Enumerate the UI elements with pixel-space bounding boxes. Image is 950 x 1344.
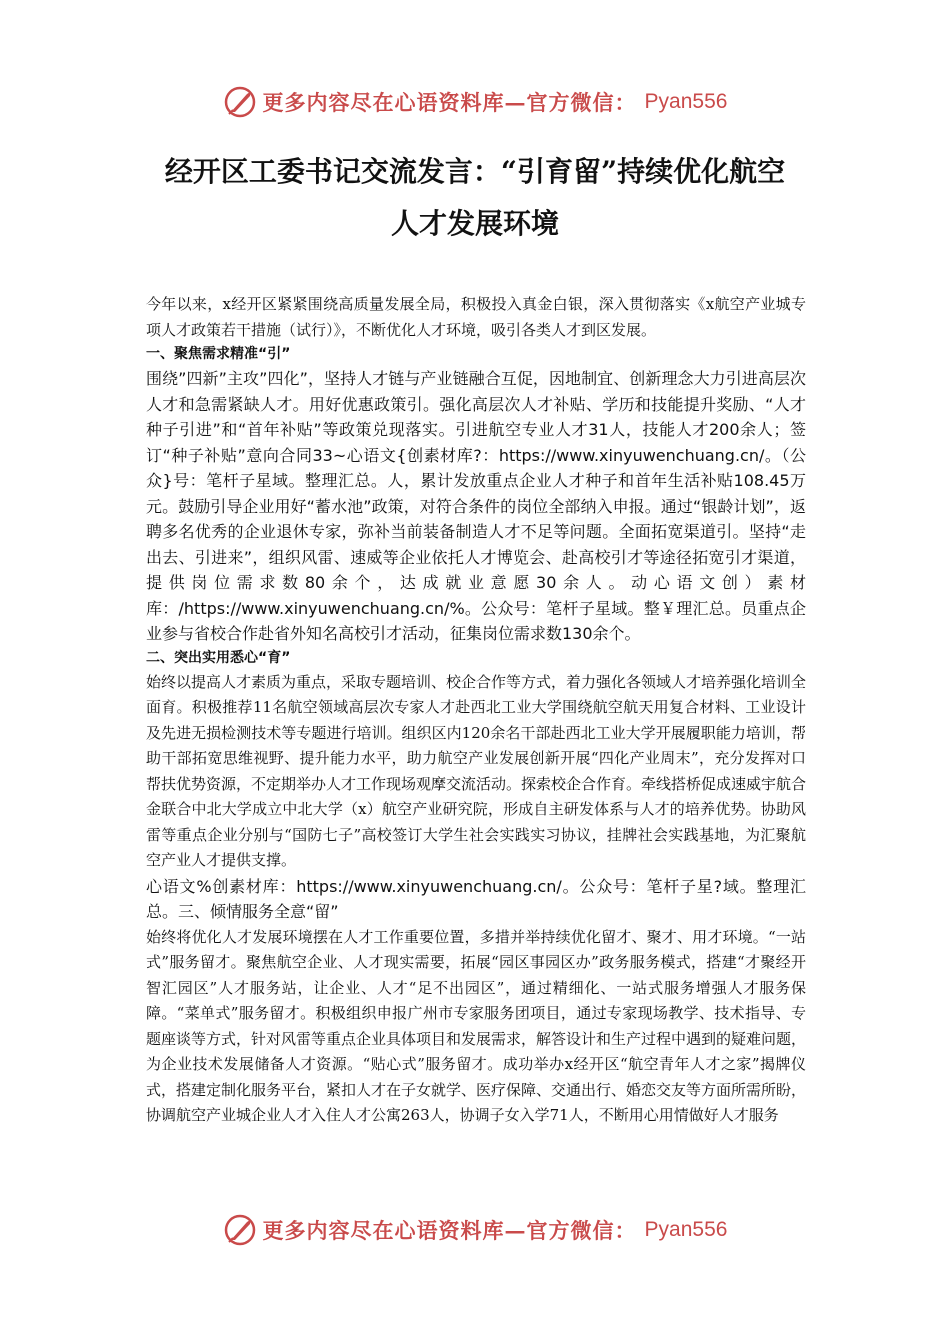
title-line-1: 经开区工委书记交流发言：“引育留”持续优化航空 <box>164 155 786 188</box>
document-title <box>120 146 830 250</box>
section-1-heading: 一、聚焦需求精准“引” <box>146 346 291 362</box>
document-body <box>146 292 806 1129</box>
banner-text: 更多内容尽在心语资料库—官方微信： <box>262 90 637 115</box>
section-2-paragraph: 始终以提高人才素质为重点，采取专题培训、校企合作等方式，着力强化各领域人才培养强化培训全面育。积极推荐11名航空领域高层次专家人才赴西北工业大学围绕航空航天用复合材料、工业设计及先进无损检测技术等专题进行培训。组织区内120余名干部赴西北工业大学开展履职能力培训，帮助干部拓宽思维视野、提升能力水平，助力航空产业发展创新开展“四化产业周末”，充分发挥对口帮扶优势资源，不定期举办人才工作现场观摩交流活动。探索校企合作育。牵线搭桥促成速威宇航合金联合中北大学成立中北大学（x）航空产业研究院，形成自主研发体系与人才的培养优势。协助风雷等重点企业分别与“国防七子”高校签订大学生社会实践实习协议，挂牌社会实践基地，为汇聚航空产业人才提供支撑。 <box>146 672 807 869</box>
banner-wechat-id: Pyan556 <box>644 90 728 113</box>
section-2-heading: 二、突出实用悉心“育” <box>146 649 291 666</box>
banner-text: 更多内容尽在心语资料库—官方微信： <box>262 1218 637 1243</box>
quill-logo-icon <box>223 85 257 119</box>
section-3-paragraph: 始终将优化人才发展环境摆在人才工作重要位置，多措并举持续优化留才、聚才、用才环境。“一站式”服务留才。聚焦航空企业、人才现实需要，拓展“园区事园区办”政务服务模式，搭建“才聚经开智汇园区”人才服务站，让企业、人才“足不出园区”，通过精细化、一站式服务增强人才服务保障。“菜单式”服务留才。积极组织申报广州市专家服务团项目，通过专家现场教学、技术指导、专题座谈等方式，针对风雷等重点企业具体项目和发展需求，解答设计和生产过程中遇到的疑难问题，为企业技术发展储备人才资源。“贴心式”服务留才。成功举办x经开区“航空青年人才之家”揭牌仪式，搭建定制化服务平台，紧扣人才在子女就学、医疗保障、交通出行、婚恋交友等方面所需所盼，协调航空产业城企业人才入住人才公寓263人，协调子女入学71人，不断用心用情做好人才服务 <box>146 927 807 1124</box>
title-line-2: 人才发展环境 <box>390 207 559 240</box>
section-1-paragraph: 围绕”四新”主攻”四化”，坚持人才链与产业链融合互促，因地制宜、创新理念大力引进高层次人才和急需紧缺人才。用好优惠政策引。强化高层次人才补贴、学历和技能提升奖励、“人才种子引进”和“首年补贴”等政策兑现落实。引进航空专业人才31人，技能人才200余人；签订“种子补贴”意向合同33~心语文{创素材库?：https://www.xinyuwenchuang.cn/。（公众}号：笔杆子星域。整理汇总。人，累计发放重点企业人才种子和首年生活补贴108.45万元。鼓励引导企业用好“蓄水池”政策，对符合条件的岗位全部纳入申报。通过“银龄计划”，返聘多名优秀的企业退休专家，弥补当前装备制造人才不足等问题。全面拓宽渠道引。坚持“走出去、引进来”，组织风雷、速威等企业依托人才博览会、赴高校引才等途径拓宽引才渠道，提供岗位需求数80余个，达成就业意愿30余人。动心语文创）素材库：/https://www.xinyuwenchuang.cn/%。公众号：笔杆子星域。整￥理汇总。员重点企业参与省校合作赴省外知名高校引才活动，征集岗位需求数130余个。 <box>146 369 806 643</box>
section-3-lead: 心语文%创素材库：https://www.xinyuwenchuang.cn/。公众号：笔杆子星?域。整理汇总。三、倾情服务全意“留” <box>146 876 806 921</box>
quill-logo-icon <box>223 1213 257 1247</box>
footer-banner <box>0 1208 950 1252</box>
banner-wechat-id: Pyan556 <box>644 1218 728 1241</box>
header-banner <box>0 80 950 124</box>
intro-paragraph: 今年以来，x经开区紧紧围绕高质量发展全局，积极投入真金白银，深入贯彻落实《x航空产业城专项人才政策若干措施（试行）》，不断优化人才环境，吸引各类人才到区发展。 <box>146 295 806 339</box>
